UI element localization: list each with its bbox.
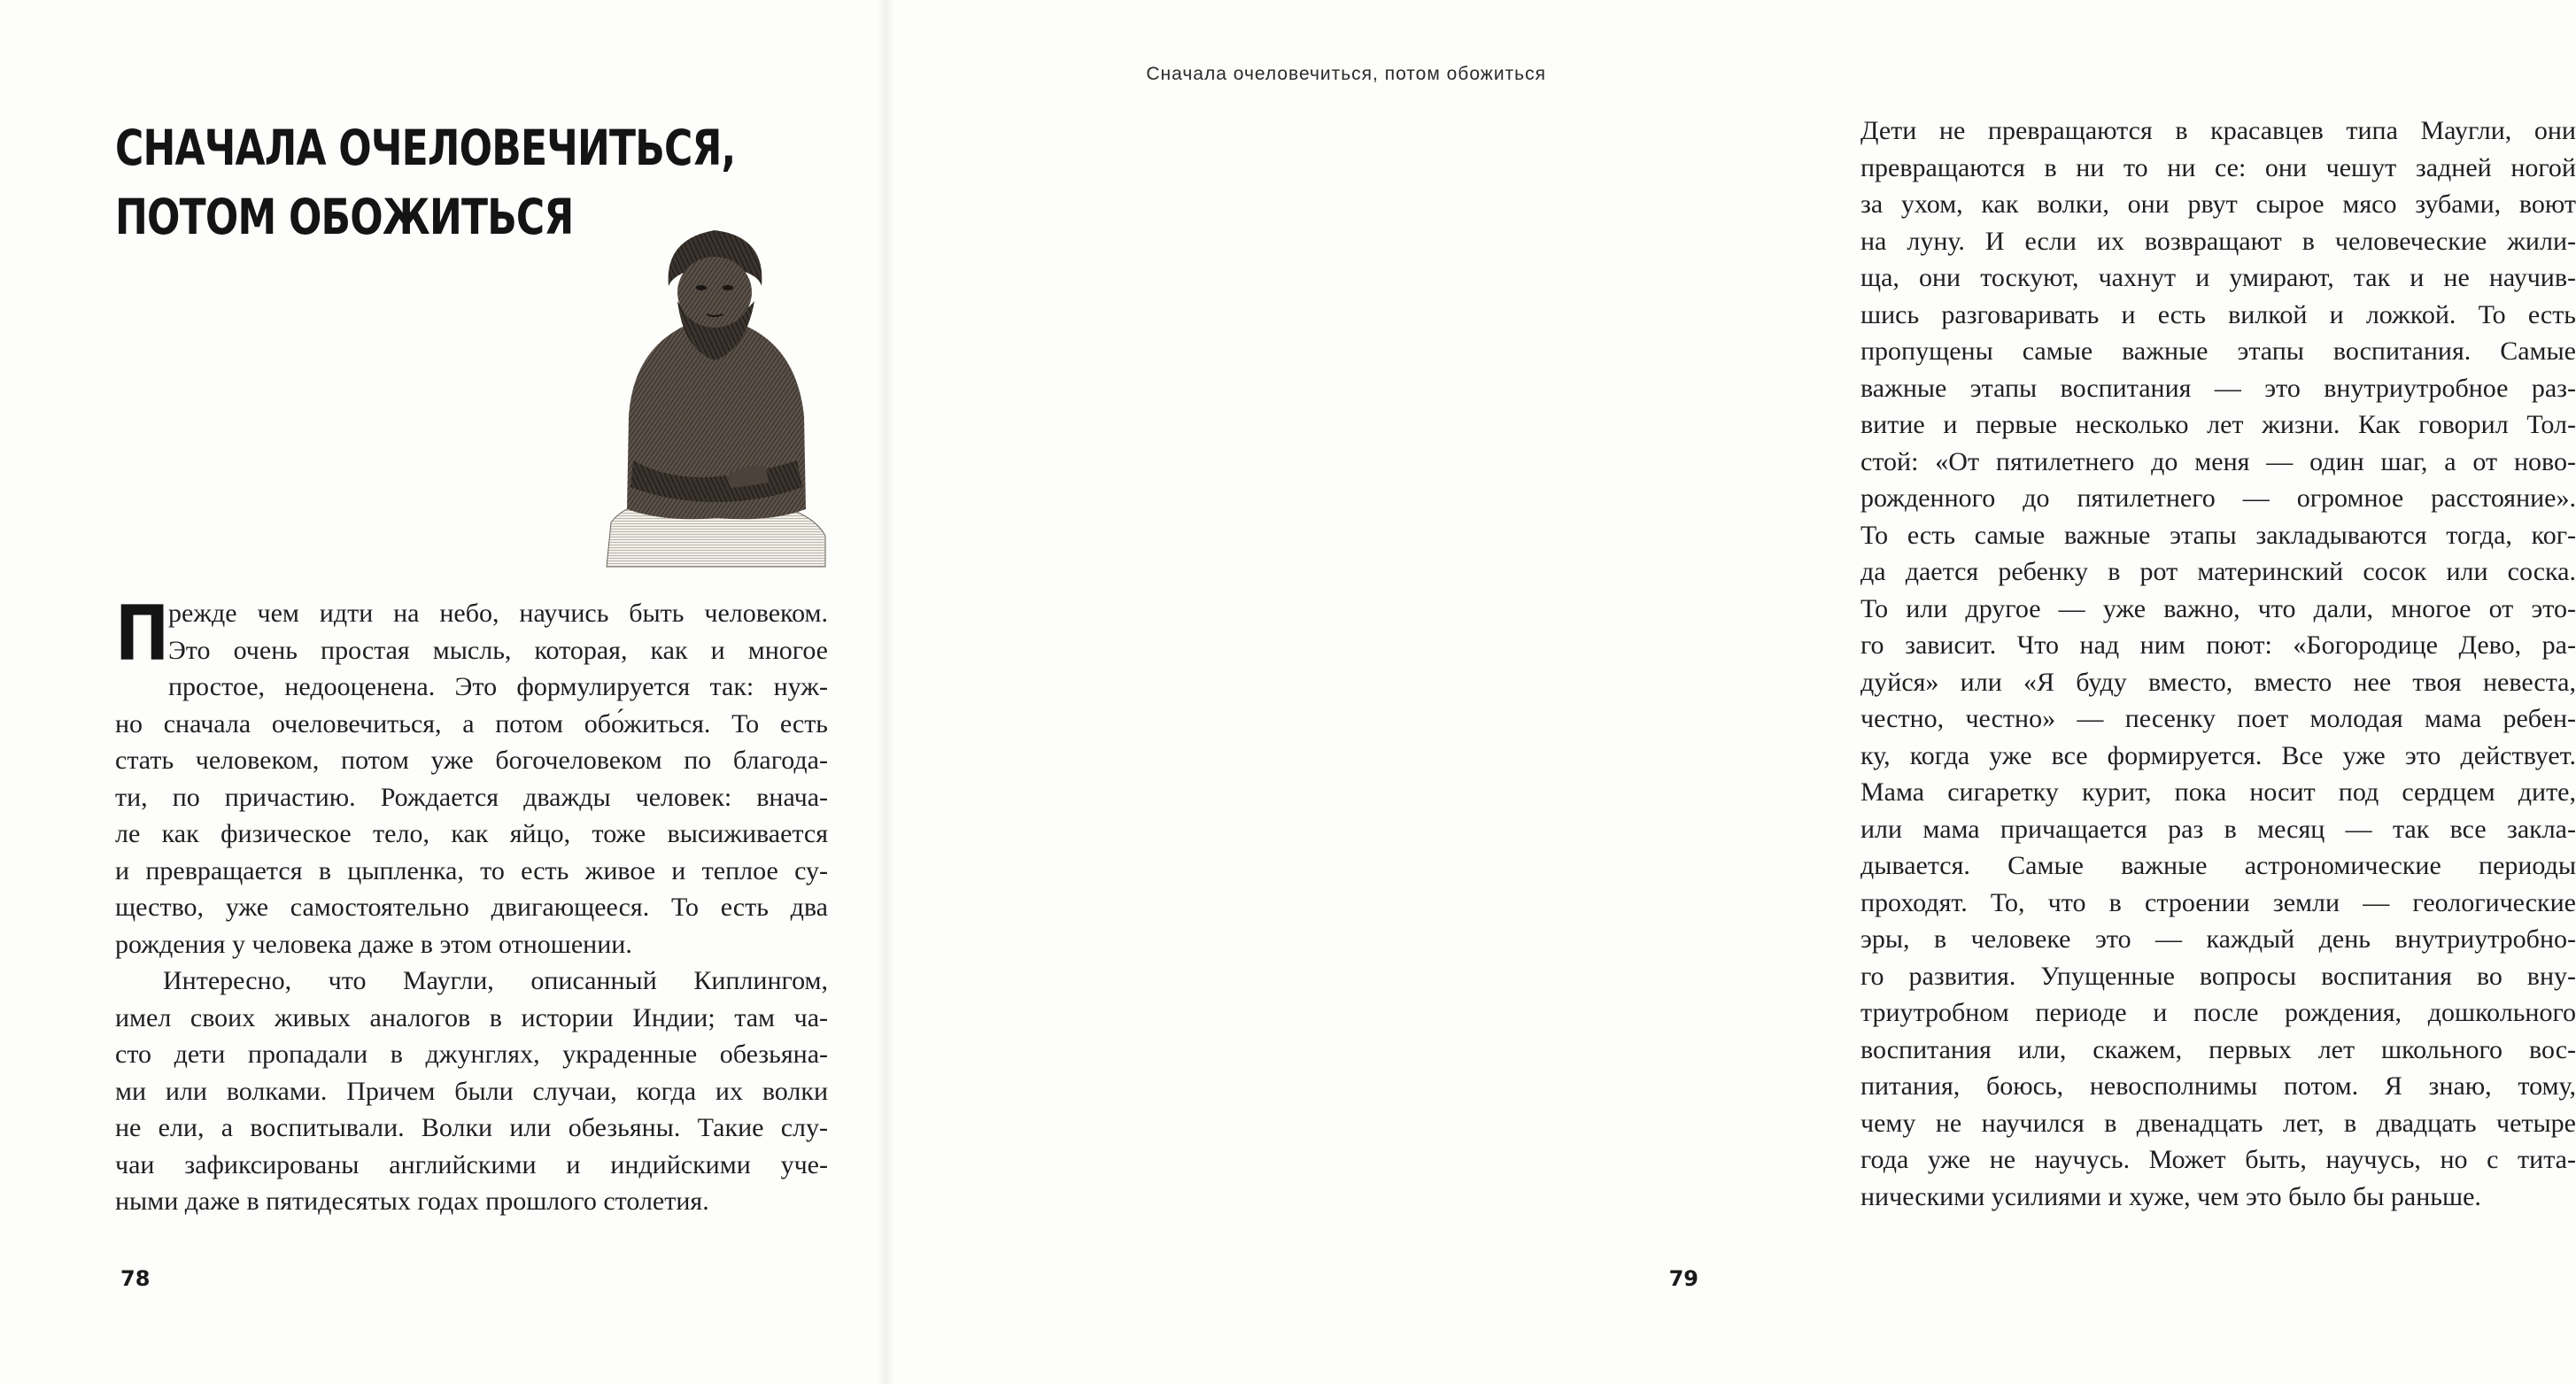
text-line: сто дети пропадали в джунглях, украденные обезьяна- (115, 1040, 828, 1069)
text-line: ническими усилиями и хуже, чем это было бы раньше. (1860, 1181, 2481, 1211)
page-number: 79 (1668, 1266, 1698, 1291)
text-line: простое, недооценена. Это формулируется так: нуж- (168, 672, 828, 701)
text-line: То есть самые важные этапы закладываются тогда, ког- (1860, 520, 2576, 550)
text-line: Мама сигаретку курит, пока носит под сердцем дите, (1860, 777, 2576, 807)
text-line: ща, они тоскуют, чахнут и умирают, так и не научив- (1860, 263, 2576, 292)
running-head: Сначала очеловечиться, потом обожиться (1146, 64, 1546, 84)
text-line: ле как физическое тело, как яйцо, тоже высиживается (115, 819, 828, 848)
right-body-text (1860, 112, 2576, 1215)
text-line: за ухом, как волки, они рвут сырое мясо зубами, воют (1860, 189, 2576, 219)
text-line: дуйся» или «Я буду вместо, вместо нее твоя невеста, (1860, 667, 2576, 697)
text-line: Это очень простая мысль, которая, как и многое (168, 635, 828, 665)
right-page (886, 0, 2576, 1384)
chapter-title-line: ПОТОМ ОБОЖИТЬСЯ (115, 189, 574, 245)
drop-cap: П (115, 590, 170, 678)
text-line: проходят. То, что в строении земли — геологические (1860, 887, 2576, 917)
text-line: ку, когда уже все формируется. Все уже это действует. (1860, 740, 2576, 770)
text-line: шись разговаривать и есть вилкой и ложкой. То есть (1860, 299, 2576, 329)
text-line: То или другое — уже важно, что дали, многое от это- (1860, 593, 2576, 623)
page-number: 78 (120, 1266, 151, 1291)
text-line: триутробном периоде и после рождения, дошкольного (1860, 998, 2576, 1027)
text-line: пропущены самые важные этапы воспитания. Самые (1860, 336, 2576, 366)
text-line: рожденного до пятилетнего — огромное расстояние». (1860, 483, 2576, 513)
text-line: важные этапы воспитания — это внутриутробное раз- (1860, 373, 2576, 403)
paragraph (1860, 112, 2576, 1215)
text-line: Дети не превращаются в красавцев типа Маугли, они (1860, 116, 2576, 145)
text-line: эры, в человеке это — каждый день внутриутробно- (1860, 924, 2576, 954)
text-line: чему не научился в двенадцать лет, в двадцать четыре (1860, 1108, 2576, 1138)
text-line: стать человеком, потом уже богочеловеком по благода- (115, 746, 828, 775)
text-line: ти, по причастию. Рождается дважды человек: внача- (115, 782, 828, 812)
text-line: воспитания или, скажем, первых лет школьного вос- (1860, 1034, 2576, 1064)
text-line: года уже не научусь. Может быть, научусь, но с тита- (1860, 1145, 2576, 1174)
paragraph (115, 963, 828, 1220)
text-line: Интересно, что Маугли, описанный Киплингом, (163, 966, 828, 995)
left-body-text (115, 590, 828, 1220)
text-line: на луну. И если их возвращают в человеческие жили- (1860, 226, 2576, 256)
text-line: превращаются в ни то ни се: они чешут задней ногой (1860, 152, 2576, 182)
text-line: но сначала очеловечиться, а потом обо́житься. То есть (115, 708, 828, 738)
text-line: дывается. Самые важные астрономические периоды (1860, 851, 2576, 880)
text-line: питания, боюсь, невосполнимы потом. Я знаю, тому, (1860, 1071, 2576, 1101)
left-page (0, 0, 886, 1384)
text-line: ными даже в пятидесятых годах прошлого столетия. (115, 1187, 709, 1216)
text-line: режде чем идти на небо, научись быть человеком. (168, 599, 828, 628)
text-line: щество, уже самостоятельно двигающееся. То есть два (115, 893, 828, 922)
text-line: стой: «От пятилетнего до меня — один шаг, а от ново- (1860, 446, 2576, 476)
text-line: или мама причащается раз в месяц — так все закла- (1860, 814, 2576, 844)
text-line: имел своих живых аналогов в истории Индии; там ча- (115, 1002, 828, 1032)
text-line: ми или волками. Причем были случаи, когда их волки (115, 1076, 828, 1106)
text-line: честно, честно» — песенку поет молодая мама ребен- (1860, 704, 2576, 733)
engraved-portrait-illustration (593, 217, 832, 571)
text-line: го зависит. Что над ним поют: «Богородице Дево, ра- (1860, 630, 2576, 660)
text-line: да дается ребенку в рот материнский сосок или соска. (1860, 557, 2576, 586)
text-line: не ели, а воспитывали. Волки или обезьяны. Такие слу- (115, 1113, 828, 1142)
paragraph (115, 590, 828, 963)
chapter-title-line: СНАЧАЛА ОЧЕЛОВЕЧИТЬСЯ, (115, 120, 736, 176)
text-line: го развития. Упущенные вопросы воспитания во вну- (1860, 961, 2576, 991)
text-line: витие и первые несколько лет жизни. Как говорил Тол- (1860, 410, 2576, 439)
text-line: и превращается в цыпленка, то есть живое и теплое су- (115, 855, 828, 885)
text-line: рождения у человека даже в этом отношении. (115, 929, 632, 959)
text-line: чаи зафиксированы английскими и индийскими уче- (115, 1149, 828, 1179)
